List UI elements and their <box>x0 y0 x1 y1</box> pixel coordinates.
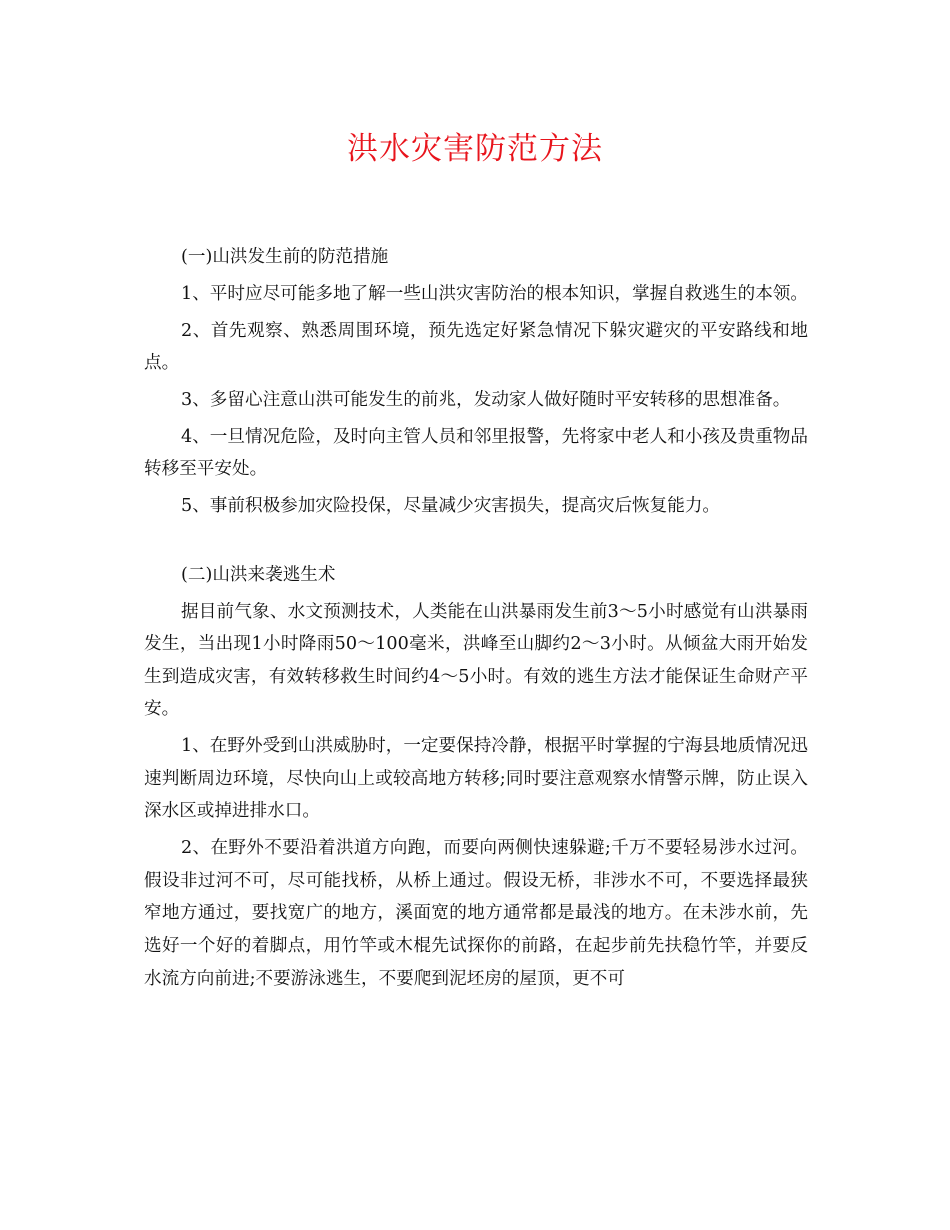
section-heading: (一)山洪发生前的防范措施 <box>181 247 389 267</box>
paragraph: 2、在野外不要沿着洪道方向跑，而要向两侧快速躲避;千万不要轻易涉水过河。假设非过河不可，尽可能找桥，从桥上通过。假设无桥，非涉水不可，不要选择最狭窄地方通过，要找宽广的地方，溪面宽的地方通常都是最浅的地方。在未涉水前，先选好一个好的着脚点，用竹竿或木棍先试探你的前路，在起步前先扶稳竹竿，并要反水流方向前进;不要游泳逃生，不要爬到泥坯房的屋顶，更不可 <box>144 838 808 989</box>
paragraph: 5、事前积极参加灾险投保，尽量减少灾害损失，提高灾后恢复能力。 <box>181 496 721 517</box>
paragraph: 1、在野外受到山洪威胁时，一定要保持冷静，根据平时掌握的宁海县地质情况迅速判断周边环境，尽快向山上或较高地方转移;同时要注意观察水情警示牌，防止误入深水区或掉进排水口。 <box>144 736 808 822</box>
paragraph: 据目前气象、水文预测技术，人类能在山洪暴雨发生前3～5小时感觉有山洪暴雨发生，当出现1小时降雨50～100毫米，洪峰至山脚约2～3小时。从倾盆大雨开始发生到造成灾害，有效转移救生时间约4～5小时。有效的逃生方法才能保证生命财产平安。 <box>144 601 808 720</box>
paragraph: 1、平时应尽可能多地了解一些山洪灾害防治的根本知识，掌握自救逃生的本领。 <box>181 283 808 304</box>
document-body <box>144 241 808 999</box>
paragraph: 4、一旦情况危险，及时向主管人员和邻里报警，先将家中老人和小孩及贵重物品转移至平安处。 <box>144 426 808 480</box>
document-title: 洪水灾害防范方法 <box>347 131 603 167</box>
paragraph: 2、首先观察、熟悉周围环境，预先选定好紧急情况下躲灾避灾的平安路线和地点。 <box>144 320 808 374</box>
section-spacer <box>144 527 808 559</box>
section-heading: (二)山洪来袭逃生术 <box>181 564 336 585</box>
paragraph: 3、多留心注意山洪可能发生的前兆，发动家人做好随时平安转移的思想准备。 <box>181 389 791 410</box>
